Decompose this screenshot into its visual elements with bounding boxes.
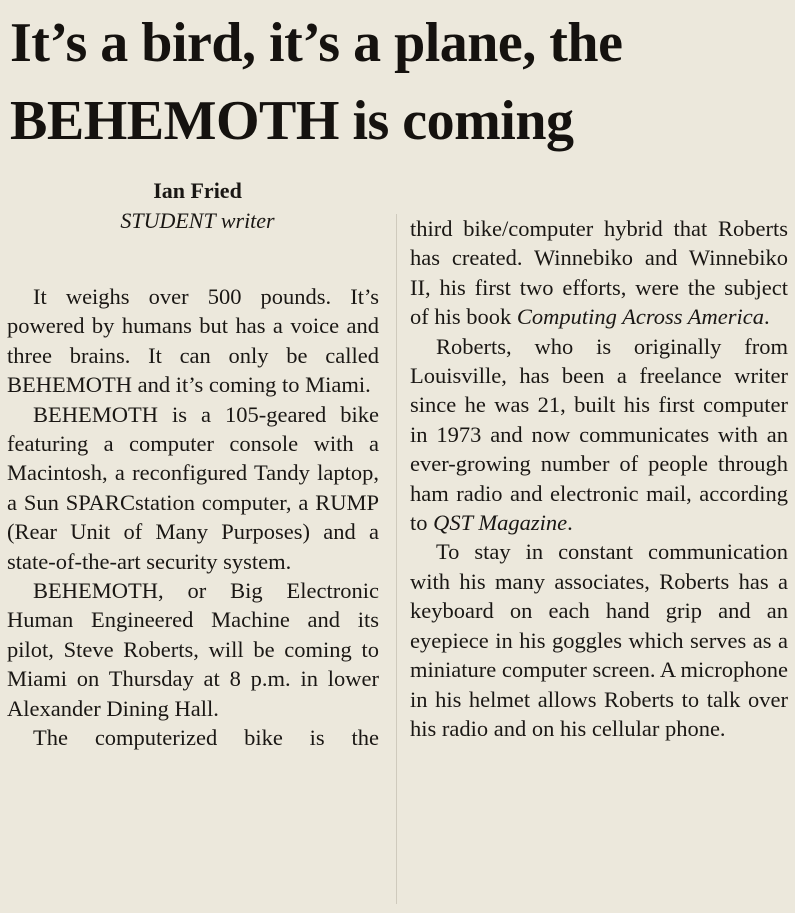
column-divider xyxy=(396,214,397,904)
headline-line-1: It’s a bird, it’s a plane, the xyxy=(10,12,623,74)
paragraph: To stay in constant communication with his many associates, Roberts has a keyboard on each hand grip and an eyepiece in his goggles which serves as a miniature computer screen. A microphone in his helmet allows Roberts to talk over his radio and on his cellular phone. xyxy=(410,539,789,741)
byline xyxy=(10,176,385,236)
magazine-title: QST Magazine xyxy=(433,510,568,536)
text-run: Roberts, who is originally from Louisville, has been a freelance writer since he was 21, built his first computer in 1973 and now communicates with an ever-growing number of people through ham radio and electronic mail, according to xyxy=(410,333,788,536)
author-role xyxy=(10,206,385,236)
article-column-2 xyxy=(410,214,788,743)
paragraph: BEHEMOTH, or Big Electronic Human Engineered Machine and its pilot, Steve Roberts, will be coming to Miami on Thursday at 8 p.m. in lower Alexander Dining Hall. xyxy=(7,578,379,721)
author-role-rest: writer xyxy=(215,208,275,233)
headline xyxy=(10,4,785,160)
headline-line-2: BEHEMOTH is coming xyxy=(10,90,574,152)
paragraph: BEHEMOTH is a 105-geared bike featuring a computer console with a Macintosh, a reconfigured Tandy laptop, a Sun SPARCstation computer, a RUMP (Rear Unit of Many Purposes) and a state-of-the-art security system. xyxy=(7,401,379,574)
paragraph: It weighs over 500 pounds. It’s powered by humans but has a voice and three brains. It can only be called BEHEMOTH and it’s coming to Miami. xyxy=(7,284,379,398)
text-run: third bike/computer hybrid that Roberts has created. Winnebiko and Winnebiko II, his first two efforts, were the subject of his book xyxy=(410,216,788,330)
text-run: . xyxy=(567,510,573,536)
book-title: Computing Across America xyxy=(516,304,764,330)
text-run: . xyxy=(763,304,770,330)
article-column-1 xyxy=(7,282,379,753)
paragraph: The computerized bike is the xyxy=(33,725,379,751)
paragraph-continued xyxy=(410,214,788,332)
paragraph xyxy=(410,332,788,538)
author-role-emphasis: STUDENT xyxy=(120,208,216,233)
author-name: Ian Fried xyxy=(153,178,242,203)
